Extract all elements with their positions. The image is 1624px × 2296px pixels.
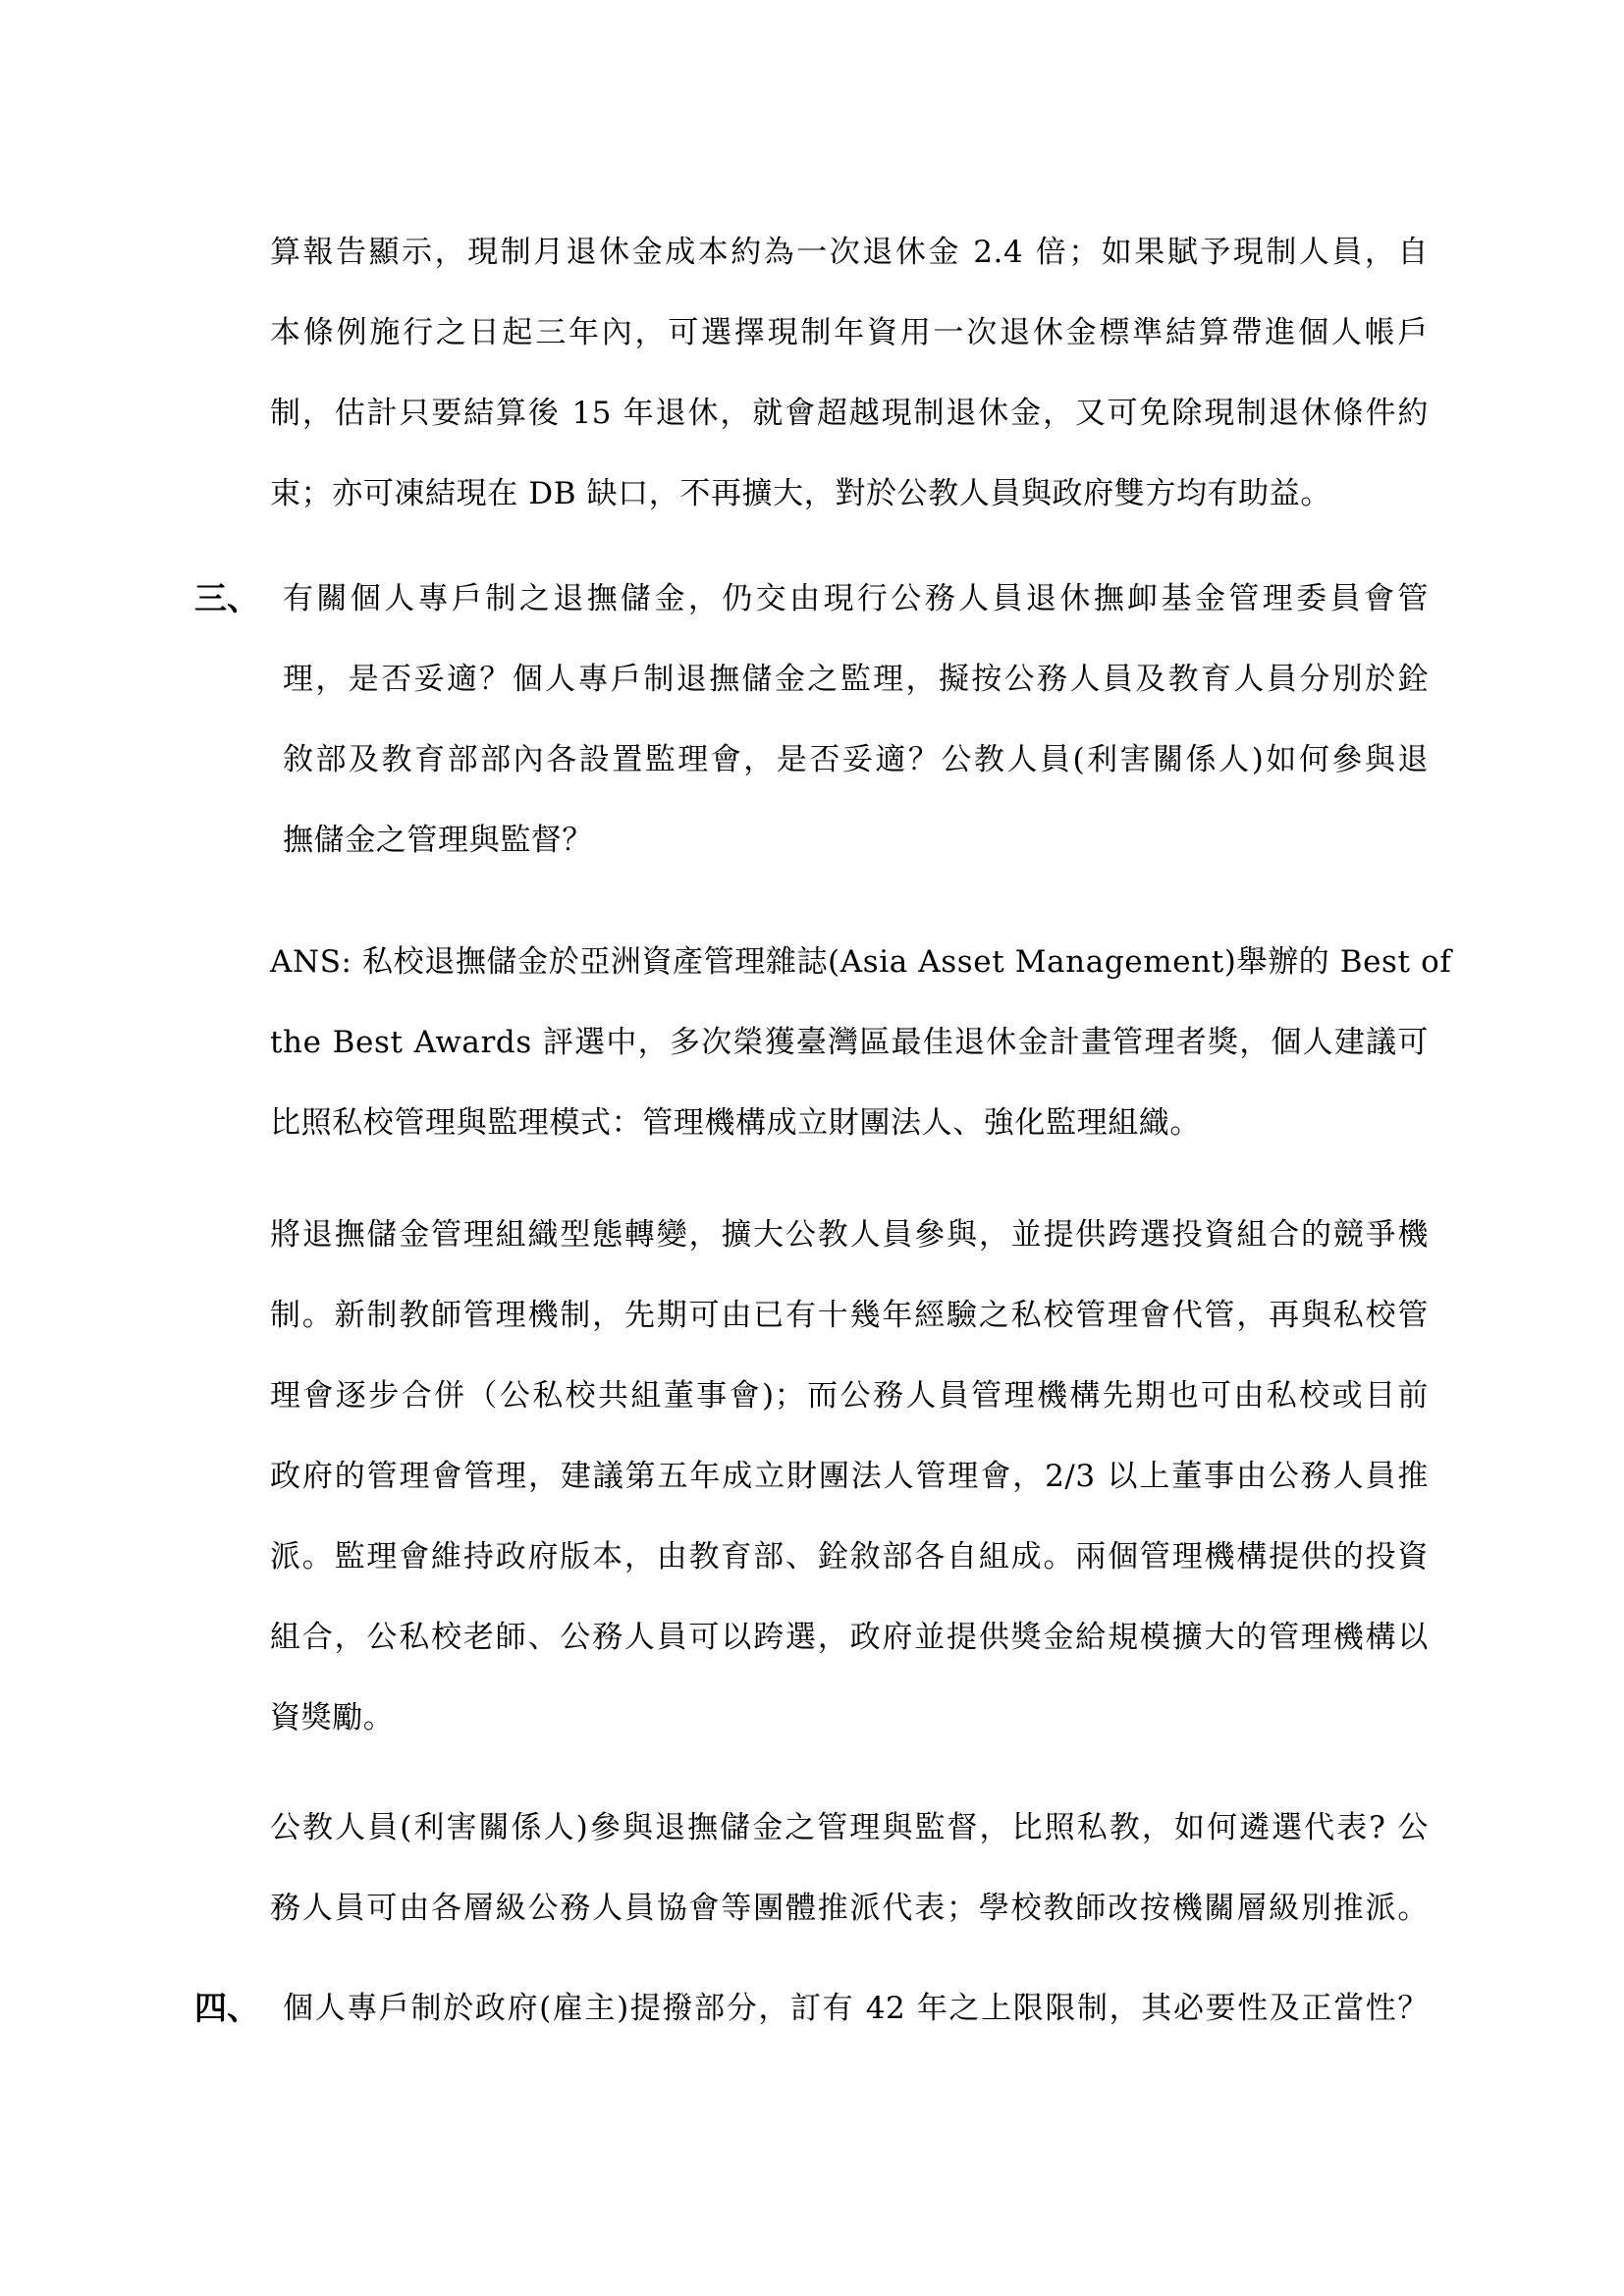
answer-line: 派。監理會維持政府版本，由教育部、銓敘部各自組成。兩個管理機構提供的投資 xyxy=(270,1539,1429,1575)
answer-line: 公教人員(利害關係人)參與退撫儲金之管理與監督，比照私教，如何遴選代表? 公 xyxy=(270,1810,1429,1845)
answer-line: 將退撫儲金管理組織型態轉變，擴大公教人員參與，並提供跨選投資組合的競爭機 xyxy=(270,1217,1429,1253)
question-line: 個人專戶制於政府(雇主)提撥部分，訂有 42 年之上限限制，其必要性及正當性？ xyxy=(283,1991,1429,2026)
question-line: 敘部及教育部部內各設置監理會，是否妥適？公教人員(利害關係人)如何參與退 xyxy=(283,742,1429,777)
question-number: 四、 xyxy=(194,1989,259,2027)
answer-line: 制。新制教師管理機制，先期可由已有十幾年經驗之私校管理會代管，再與私校管 xyxy=(270,1298,1429,1333)
answer-line: the Best Awards 評選中，多次榮獲臺灣區最佳退休金計畫管理者獎，個人建議可 xyxy=(270,1025,1429,1060)
paragraph-line: 制，估計只要結算後 15 年退休，就會超越現制退休金，又可免除現制退休條件約 xyxy=(270,396,1429,431)
paragraph-line: 算報告顯示，現制月退休金成本約為一次退休金 2.4 倍；如果賦予現制人員，自 xyxy=(270,235,1429,270)
question-line: 撫儲金之管理與監督？ xyxy=(283,823,593,858)
answer-line: 政府的管理會管理，建議第五年成立財團法人管理會，2/3 以上董事由公務人員推 xyxy=(270,1459,1429,1494)
paragraph-line: 本條例施行之日起三年內，可選擇現制年資用一次退休金標準結算帶進個人帳戶 xyxy=(270,315,1429,350)
answer-line: 組合，公私校老師、公務人員可以跨選，政府並提供獎金給規模擴大的管理機構以 xyxy=(270,1620,1429,1655)
answer-line: ANS: 私校退撫儲金於亞洲資產管理雜誌(Asia Asset Management)舉辦的 Best of xyxy=(270,944,1452,980)
question-line: 理，是否妥適？個人專戶制退撫儲金之監理，擬按公務人員及教育人員分別於銓 xyxy=(283,662,1429,697)
answer-line: 比照私校管理與監理模式：管理機構成立財團法人、強化監理組織。 xyxy=(270,1105,1201,1141)
answer-line: 務人員可由各層級公務人員協會等團體推派代表；學校教師改按機關層級別推派。 xyxy=(270,1891,1429,1926)
question-number: 三、 xyxy=(194,579,259,617)
answer-line: 理會逐步合併（公私校共組董事會)；而公務人員管理機構先期也可由私校或目前 xyxy=(270,1378,1429,1414)
paragraph-line: 束；亦可凍結現在 DB 缺口，不再擴大，對於公教人員與政府雙方均有助益。 xyxy=(270,476,1331,511)
answer-line: 資獎勵。 xyxy=(270,1700,395,1735)
question-line: 有關個人專戶制之退撫儲金，仍交由現行公務人員退休撫卹基金管理委員會管 xyxy=(283,581,1429,616)
